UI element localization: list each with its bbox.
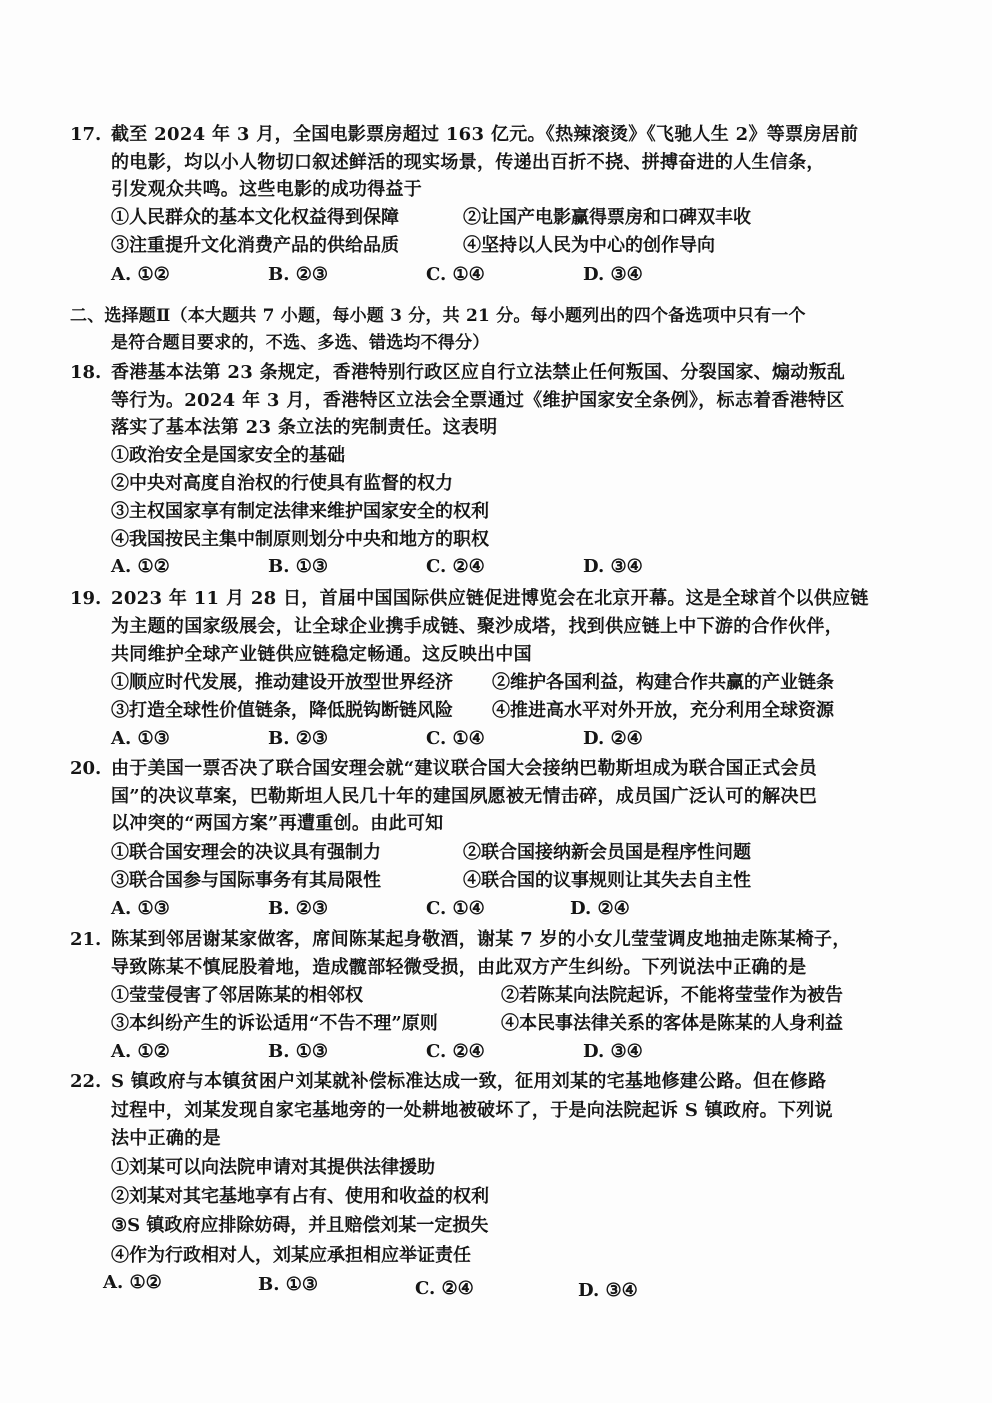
question-stem-line: 法中正确的是 [111,1128,221,1149]
section-header-line: 是符合题目要求的，不选、多选、错选均不得分） [111,333,490,353]
statement-4: ④推进高水平对外开放，充分利用全球资源 [492,700,834,721]
question-stem-line: 以冲突的“两国方案”再遭重创。由此可知 [111,813,444,834]
statement-2: ②若陈某向法院起诉，不能将莹莹作为被告 [501,985,843,1006]
question-stem-line: 等行为。2024 年 3 月，香港特区立法会全票通过《维护国家安全条例》，标志着香港特区 [111,390,845,411]
question-number: 18. [70,362,102,383]
question-stem-line: 由于美国一票否决了联合国安理会就“建议联合国大会接纳巴勒斯坦成为联合国正式会员 [111,758,818,779]
choice-a: A. ①③ [111,728,170,749]
choice-c: C. ①④ [426,728,485,749]
statement-1: ①联合国安理会的决议具有强制力 [111,842,381,863]
choice-a: A. ①② [111,264,170,285]
question-number: 20. [70,758,102,779]
question-number: 19. [70,588,102,609]
question-stem-line: 2023 年 11 月 28 日，首届中国国际供应链促进博览会在北京开幕。这是全球首个以供应链 [111,588,869,609]
question-stem-line: 落实了基本法第 23 条立法的宪制责任。这表明 [111,417,498,438]
statement-2: ②联合国接纳新会员国是程序性问题 [463,842,751,863]
question-stem-line: 引发观众共鸣。这些电影的成功得益于 [111,179,423,200]
statement-4: ④我国按民主集中制原则划分中央和地方的职权 [111,529,489,550]
statement-1: ①政治安全是国家安全的基础 [111,445,345,466]
statement-4: ④本民事法律关系的客体是陈某的人身利益 [501,1013,843,1034]
choice-d: D. ③④ [583,264,643,285]
statement-2: ②中央对高度自治权的行使具有监督的权力 [111,473,453,494]
question-number: 17. [70,124,102,145]
statement-2: ②维护各国利益，构建合作共赢的产业链条 [492,672,834,693]
question-stem-line: 为主题的国家级展会，让全球企业携手成链、聚沙成塔，找到供应链上中下游的合作伙伴， [111,616,843,637]
statement-3: ③注重提升文化消费产品的供给品质 [111,235,399,256]
statement-3: ③本纠纷产生的诉讼适用“不告不理”原则 [111,1013,438,1034]
choice-b: B. ①③ [268,1041,329,1062]
choice-b: B. ①③ [258,1274,319,1295]
statement-1: ①顺应时代发展，推动建设开放型世界经济 [111,672,453,693]
question-stem-line: 国”的决议草案，巴勒斯坦人民几十年的建国夙愿被无情击碎，成员国广泛认可的解决巴 [111,786,818,807]
choice-c: C. ①④ [426,898,485,919]
statement-3: ③S 镇政府应排除妨碍，并且赔偿刘某一定损失 [111,1215,489,1236]
choice-a: A. ①③ [111,898,170,919]
choice-d: D. ③④ [583,1041,643,1062]
choice-a: A. ①② [103,1272,162,1293]
statement-3: ③主权国家享有制定法律来维护国家安全的权利 [111,501,489,522]
question-stem-line: 截至 2024 年 3 月，全国电影票房超过 163 亿元。《热辣滚烫》《飞驰人生 2》等票房居前 [111,124,859,145]
statement-1: ①莹莹侵害了邻居陈某的相邻权 [111,985,363,1006]
choice-c: C. ②④ [426,556,485,577]
choice-d: D. ③④ [578,1280,638,1301]
choice-a: A. ①② [111,1041,170,1062]
choice-d: D. ③④ [583,556,643,577]
statement-4: ④联合国的议事规则让其失去自主性 [463,870,751,891]
question-stem-line: 过程中，刘某发现自家宅基地旁的一处耕地被破坏了，于是向法院起诉 S 镇政府。下列说 [111,1100,833,1121]
choice-c: C. ①④ [426,264,485,285]
choice-a: A. ①② [111,556,170,577]
question-stem-line: 导致陈某不慎屁股着地，造成髋部轻微受损，由此双方产生纠纷。下列说法中正确的是 [111,957,807,978]
question-stem-line: 共同维护全球产业链供应链稳定畅通。这反映出中国 [111,644,532,665]
statement-2: ②刘某对其宅基地享有占有、使用和收益的权利 [111,1186,489,1207]
choice-d: D. ②④ [570,898,630,919]
choice-c: C. ②④ [426,1041,485,1062]
choice-c: C. ②④ [415,1278,474,1299]
question-number: 22. [70,1071,102,1092]
statement-1: ①人民群众的基本文化权益得到保障 [111,207,399,228]
statement-4: ④作为行政相对人，刘某应承担相应举证责任 [111,1245,471,1266]
statement-3: ③联合国参与国际事务有其局限性 [111,870,381,891]
choice-b: B. ②③ [268,898,329,919]
statement-1: ①刘某可以向法院申请对其提供法律援助 [111,1157,435,1178]
choice-b: B. ②③ [268,728,329,749]
question-stem-line: 香港基本法第 23 条规定，香港特别行政区应自行立法禁止任何叛国、分裂国家、煽动叛乱 [111,362,846,383]
statement-4: ④坚持以人民为中心的创作导向 [463,235,715,256]
question-stem-line: 的电影，均以小人物切口叙述鲜活的现实场景，传递出百折不挠、拼搏奋进的人生信条， [111,152,825,173]
question-stem-line: 陈某到邻居谢某家做客，席间陈某起身敬酒，谢某 7 岁的小女儿莹莹调皮地抽走陈某椅子， [111,929,851,950]
statement-2: ②让国产电影赢得票房和口碑双丰收 [463,207,751,228]
choice-d: D. ②④ [583,728,643,749]
statement-3: ③打造全球性价值链条，降低脱钩断链风险 [111,700,453,721]
section-header-line: 二、选择题Ⅱ（本大题共 7 小题，每小题 3 分，共 21 分。每小题列出的四个备选项中只有一个 [70,306,806,326]
choice-b: B. ①③ [268,556,329,577]
choice-b: B. ②③ [268,264,329,285]
question-number: 21. [70,929,102,950]
question-stem-line: S 镇政府与本镇贫困户刘某就补偿标准达成一致，征用刘某的宅基地修建公路。但在修路 [111,1071,827,1092]
